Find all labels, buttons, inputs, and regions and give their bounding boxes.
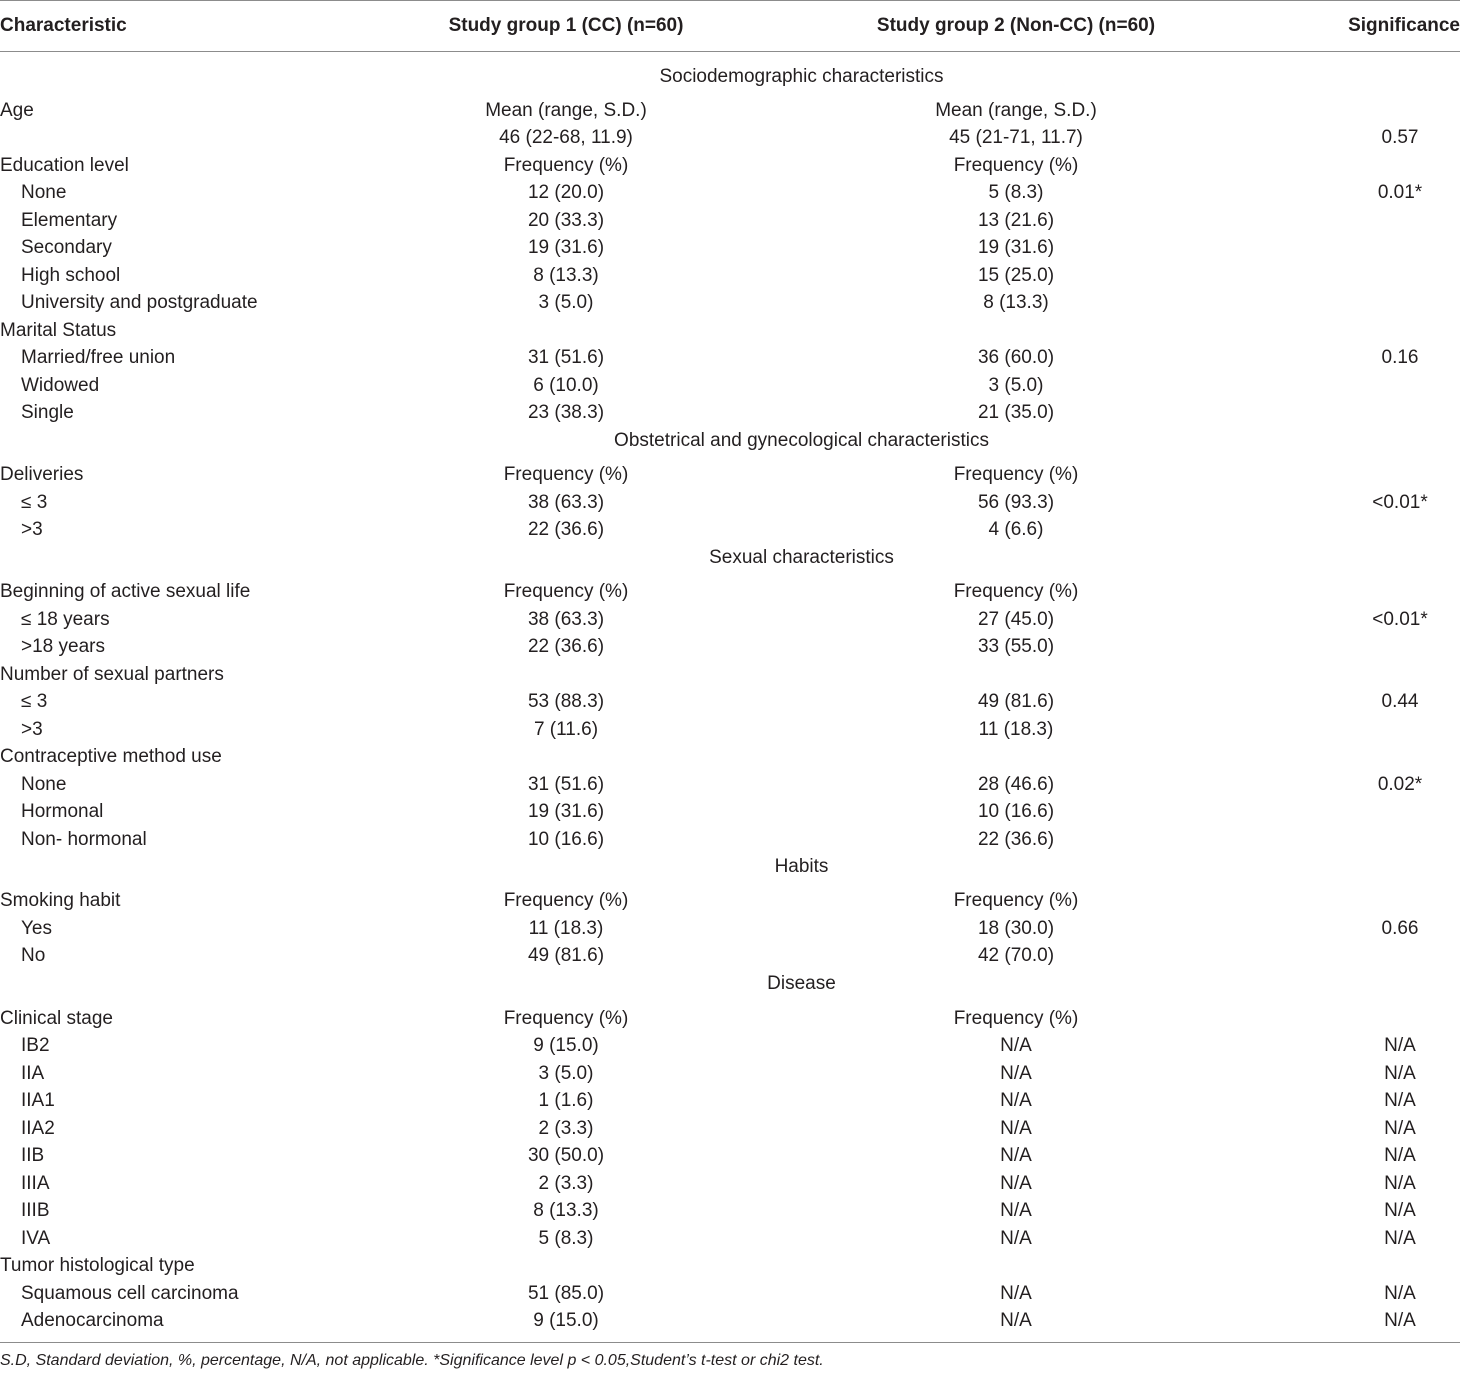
table-header-rule: [0, 51, 1460, 52]
cell-characteristic: IIIB: [21, 1200, 50, 1221]
cell-group-1: 2 (3.3): [538, 1173, 594, 1194]
cell-group-2: N/A: [1000, 1145, 1032, 1166]
cell-group-2: 42 (70.0): [977, 945, 1055, 966]
table-row: [0, 743, 1460, 770]
cell-group-2: Frequency (%): [953, 1008, 1079, 1029]
cell-significance: N/A: [1384, 1283, 1416, 1304]
cell-group-2: 22 (36.6): [977, 829, 1055, 850]
cell-group-2: 5 (8.3): [988, 182, 1044, 203]
cell-group-1: 19 (31.6): [527, 237, 605, 258]
cell-significance: 0.57: [1381, 127, 1419, 148]
cell-group-2: 18 (30.0): [977, 918, 1055, 939]
cell-characteristic: ≤ 3: [21, 691, 48, 712]
cell-characteristic: Age: [0, 100, 34, 121]
cell-characteristic: IIB: [21, 1145, 45, 1166]
cell-group-2: Frequency (%): [953, 581, 1079, 602]
cell-characteristic: Marital Status: [0, 320, 117, 341]
header-study-group-2: Study group 2 (Non-CC) (n=60): [876, 15, 1156, 36]
cell-group-2: Frequency (%): [953, 464, 1079, 485]
cell-characteristic: IVA: [21, 1228, 51, 1249]
cell-group-2: 28 (46.6): [977, 774, 1055, 795]
cell-characteristic: Hormonal: [21, 801, 104, 822]
table-row: [0, 606, 1460, 633]
table-row: [0, 1087, 1460, 1114]
cell-significance: N/A: [1384, 1063, 1416, 1084]
cell-group-2: N/A: [1000, 1310, 1032, 1331]
table-header-row: [0, 0, 1460, 52]
cell-group-1: 8 (13.3): [533, 265, 599, 286]
cell-characteristic: Deliveries: [0, 464, 84, 485]
cell-group-1: 31 (51.6): [527, 774, 605, 795]
cell-group-2: 4 (6.6): [988, 519, 1044, 540]
table-row: [0, 1115, 1460, 1142]
table-row: [0, 1005, 1460, 1032]
cell-significance: 0.01*: [1377, 182, 1423, 203]
cell-group-1: Frequency (%): [503, 581, 629, 602]
cell-characteristic: Clinical stage: [0, 1008, 113, 1029]
cell-characteristic: Married/free union: [21, 347, 176, 368]
cell-characteristic: IIA: [21, 1063, 45, 1084]
cell-characteristic: ≤ 3: [21, 492, 48, 513]
section-heading: Habits: [774, 856, 829, 877]
table-row: [0, 688, 1460, 715]
table-row: [0, 124, 1460, 151]
cell-group-2: N/A: [1000, 1118, 1032, 1139]
table-row: [0, 207, 1460, 234]
cell-group-2: 33 (55.0): [977, 636, 1055, 657]
cell-characteristic: Beginning of active sexual life: [0, 581, 251, 602]
cell-group-2: N/A: [1000, 1063, 1032, 1084]
cell-group-1: 6 (10.0): [533, 375, 599, 396]
table-row: [0, 461, 1460, 488]
table-row: [0, 289, 1460, 316]
cell-characteristic: Elementary: [21, 210, 118, 231]
cell-group-2: N/A: [1000, 1283, 1032, 1304]
table-row: [0, 1060, 1460, 1087]
cell-significance: 0.16: [1381, 347, 1419, 368]
cell-characteristic: Adenocarcinoma: [21, 1310, 164, 1331]
cell-group-1: 22 (36.6): [527, 519, 605, 540]
cell-group-1: 30 (50.0): [527, 1145, 605, 1166]
table-row: [0, 578, 1460, 605]
cell-group-1: 23 (38.3): [527, 402, 605, 423]
section-heading: Sexual characteristics: [709, 547, 894, 568]
table-row: [0, 633, 1460, 660]
cell-group-1: Mean (range, S.D.): [485, 100, 647, 121]
cell-group-1: 11 (18.3): [528, 918, 604, 939]
cell-significance: <0.01*: [1372, 492, 1428, 513]
table-row: [0, 262, 1460, 289]
table-row: [0, 1142, 1460, 1169]
cell-group-1: 53 (88.3): [527, 691, 605, 712]
table-row: [0, 489, 1460, 516]
cell-group-2: 3 (5.0): [988, 375, 1044, 396]
cell-group-2: Mean (range, S.D.): [935, 100, 1097, 121]
cell-group-1: 9 (15.0): [533, 1310, 599, 1331]
cell-group-1: 8 (13.3): [533, 1200, 599, 1221]
cell-characteristic: Tumor histological type: [0, 1255, 195, 1276]
cell-characteristic: None: [21, 182, 67, 203]
section-heading: Disease: [767, 973, 836, 994]
cell-group-2: 15 (25.0): [977, 265, 1055, 286]
cell-characteristic: IB2: [21, 1035, 50, 1056]
table-row: [0, 915, 1460, 942]
cell-significance: N/A: [1384, 1310, 1416, 1331]
cell-group-1: Frequency (%): [503, 1008, 629, 1029]
cell-group-1: 2 (3.3): [538, 1118, 594, 1139]
table-bottom-rule: [0, 1342, 1460, 1343]
cell-significance: <0.01*: [1372, 609, 1428, 630]
cell-characteristic: IIA2: [21, 1118, 55, 1139]
cell-group-2: 13 (21.6): [977, 210, 1055, 231]
table-row: [0, 1307, 1460, 1334]
cell-characteristic: Yes: [21, 918, 52, 939]
cell-characteristic: High school: [21, 265, 121, 286]
cell-significance: N/A: [1384, 1173, 1416, 1194]
cell-characteristic: No: [21, 945, 46, 966]
cell-group-1: 22 (36.6): [527, 636, 605, 657]
cell-significance: N/A: [1384, 1090, 1416, 1111]
cell-group-2: 19 (31.6): [977, 237, 1055, 258]
table-row: [0, 179, 1460, 206]
cell-significance: N/A: [1384, 1145, 1416, 1166]
cell-group-1: 20 (33.3): [527, 210, 605, 231]
cell-group-1: 3 (5.0): [538, 292, 594, 313]
cell-group-1: Frequency (%): [503, 155, 629, 176]
cell-significance: N/A: [1384, 1200, 1416, 1221]
cell-characteristic: Secondary: [21, 237, 112, 258]
cell-group-2: 21 (35.0): [977, 402, 1055, 423]
cell-group-1: Frequency (%): [503, 890, 629, 911]
cell-characteristic: Squamous cell carcinoma: [21, 1283, 239, 1304]
cell-group-2: 8 (13.3): [983, 292, 1049, 313]
cell-group-2: 11 (18.3): [978, 719, 1054, 740]
cell-significance: N/A: [1384, 1035, 1416, 1056]
cell-group-1: 9 (15.0): [533, 1035, 599, 1056]
cell-characteristic: University and postgraduate: [21, 292, 258, 313]
cell-characteristic: Number of sexual partners: [0, 664, 224, 685]
cell-group-2: 36 (60.0): [977, 347, 1055, 368]
table-row: [0, 1197, 1460, 1224]
cell-group-1: 5 (8.3): [538, 1228, 594, 1249]
table-row: [0, 516, 1460, 543]
table-footnote: S.D, Standard deviation, %, percentage, N/A, not applicable. *Significance level p < 0.05,Student’s t-test or chi2 test.: [0, 1352, 824, 1369]
table-row: [0, 661, 1460, 688]
cell-group-1: 3 (5.0): [538, 1063, 594, 1084]
header-characteristic: Characteristic: [0, 15, 127, 36]
cell-group-2: N/A: [1000, 1035, 1032, 1056]
cell-group-1: 38 (63.3): [527, 492, 605, 513]
table-row: [0, 399, 1460, 426]
table-row: [0, 1252, 1460, 1279]
cell-group-1: 51 (85.0): [527, 1283, 605, 1304]
cell-characteristic: Single: [21, 402, 74, 423]
table-row: [0, 887, 1460, 914]
table-row: [0, 942, 1460, 969]
table-row: [0, 1032, 1460, 1059]
cell-characteristic: IIIA: [21, 1173, 50, 1194]
header-significance: Significance: [1348, 15, 1460, 36]
table-row: [0, 372, 1460, 399]
cell-characteristic: >18 years: [21, 636, 105, 657]
header-study-group-1: Study group 1 (CC) (n=60): [448, 15, 684, 36]
cell-group-1: 38 (63.3): [527, 609, 605, 630]
cell-characteristic: Smoking habit: [0, 890, 121, 911]
cell-group-2: Frequency (%): [953, 155, 1079, 176]
cell-significance: 0.66: [1381, 918, 1419, 939]
cell-group-2: 10 (16.6): [977, 801, 1055, 822]
table-row: [0, 798, 1460, 825]
cell-characteristic: IIA1: [21, 1090, 55, 1111]
table-row: [0, 97, 1460, 124]
cell-group-1: Frequency (%): [503, 464, 629, 485]
table-row: [0, 317, 1460, 344]
cell-group-2: 45 (21-71, 11.7): [949, 127, 1083, 148]
table-row: [0, 344, 1460, 371]
cell-characteristic: Non- hormonal: [21, 829, 147, 850]
section-heading: Sociodemographic characteristics: [659, 66, 944, 87]
table-row: [0, 1225, 1460, 1252]
cell-group-1: 49 (81.6): [527, 945, 605, 966]
cell-group-1: 1 (1.6): [538, 1090, 594, 1111]
table-row: [0, 1280, 1460, 1307]
table-row: [0, 152, 1460, 179]
cell-characteristic: ≤ 18 years: [21, 609, 110, 630]
cell-group-1: 46 (22-68, 11.9): [499, 127, 633, 148]
cell-group-2: N/A: [1000, 1228, 1032, 1249]
cell-group-2: N/A: [1000, 1200, 1032, 1221]
section-heading: Obstetrical and gynecological characteristics: [614, 430, 989, 451]
cell-group-1: 7 (11.6): [533, 719, 599, 740]
cell-group-2: N/A: [1000, 1173, 1032, 1194]
cell-group-1: 12 (20.0): [527, 182, 605, 203]
table-row: [0, 1170, 1460, 1197]
cell-group-2: 49 (81.6): [977, 691, 1055, 712]
cell-characteristic: Education level: [0, 155, 129, 176]
cell-significance: N/A: [1384, 1228, 1416, 1249]
cell-characteristic: >3: [21, 519, 43, 540]
cell-significance: N/A: [1384, 1118, 1416, 1139]
table-row: [0, 716, 1460, 743]
cell-group-2: 27 (45.0): [977, 609, 1055, 630]
cell-group-1: 31 (51.6): [527, 347, 605, 368]
cell-characteristic: Contraceptive method use: [0, 746, 222, 767]
cell-significance: 0.02*: [1377, 774, 1423, 795]
cell-characteristic: Widowed: [21, 375, 100, 396]
table-row: [0, 826, 1460, 853]
table-row: [0, 771, 1460, 798]
cell-group-1: 19 (31.6): [527, 801, 605, 822]
cell-characteristic: None: [21, 774, 67, 795]
cell-characteristic: >3: [21, 719, 43, 740]
cell-group-2: N/A: [1000, 1090, 1032, 1111]
cell-group-1: 10 (16.6): [527, 829, 605, 850]
cell-significance: 0.44: [1381, 691, 1419, 712]
cell-group-2: 56 (93.3): [977, 492, 1055, 513]
table-row: [0, 234, 1460, 261]
cell-group-2: Frequency (%): [953, 890, 1079, 911]
